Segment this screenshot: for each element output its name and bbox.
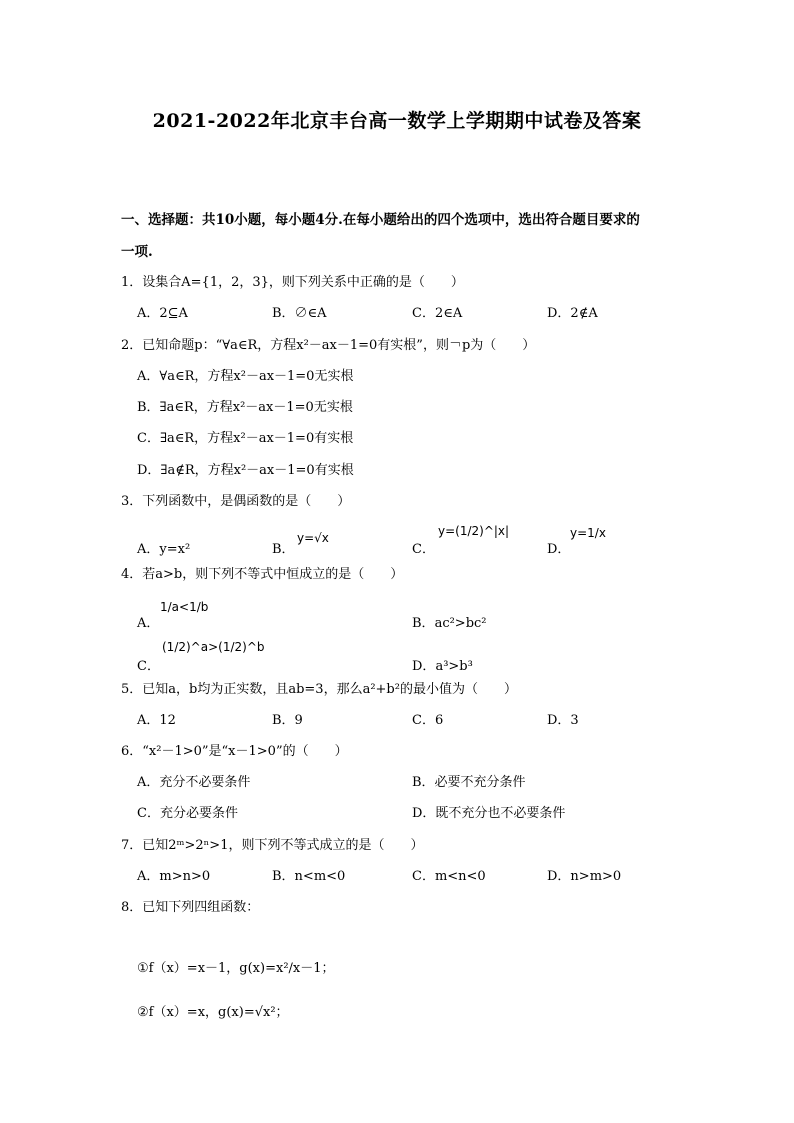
- q6-stem: 6．“x²－1>0”是“x－1>0”的（ ）: [121, 744, 348, 759]
- q2-option-c: C．∃a∈R，方程x²－ax－1=0有实根: [137, 431, 354, 446]
- q2-option-b: B．∃a∈R，方程x²－ax－1=0无实根: [137, 400, 353, 415]
- section-heading-line2: 一项.: [121, 244, 153, 260]
- q4-option-b-label: B．: [412, 616, 435, 631]
- q3-option-b-label: B．: [272, 542, 295, 557]
- q2-stem: 2．已知命题p：“∀a∈R，方程x²－ax－1=0有实根”，则￢p为（ ）: [121, 338, 536, 353]
- q3-option-a: [137, 538, 190, 557]
- q6-option-b: B．必要不充分条件: [412, 775, 526, 790]
- q6-option-c: C．充分必要条件: [137, 806, 238, 821]
- q1-option-c: C．2∈A: [412, 306, 463, 321]
- q3-stem: 3．下列函数中，是偶函数的是（ ）: [121, 494, 351, 509]
- q4-option-c-formula: (1/2)^a>(1/2)^b: [162, 640, 265, 654]
- q3-option-d-formula: y=1/x: [570, 526, 606, 540]
- q8-stem: 8．已知下列四组函数：: [121, 900, 260, 915]
- q5-option-d: D．3: [547, 713, 579, 728]
- q4-option-c-label: C．: [137, 659, 160, 674]
- q3-option-a-label: A．: [137, 542, 160, 557]
- q7-option-b: B．n<m<0: [272, 869, 346, 884]
- q5-option-a: A．12: [137, 713, 176, 728]
- q1-option-d: D．2∉A: [547, 306, 598, 321]
- q4-stem: 4．若a>b，则下列不等式中恒成立的是（ ）: [121, 567, 404, 582]
- q1-option-b: B．∅∈A: [272, 306, 327, 321]
- q7-option-d: D．n>m>0: [547, 869, 622, 884]
- q3-option-b-formula: y=√x: [297, 531, 329, 545]
- q6-option-d: D．既不充分也不必要条件: [412, 806, 566, 821]
- q2-option-d: D．∃a∉R，方程x²－ax－1=0有实根: [137, 463, 354, 478]
- document-title: 2021-2022年北京丰台高一数学上学期期中试卷及答案: [152, 110, 642, 132]
- section-heading-line1: 一、选择题：共10小题，每小题4分.在每小题给出的四个选项中，选出符合题目要求的: [121, 212, 640, 228]
- q8-item-1: ①f（x）=x－1，g(x)=x²/x－1；: [137, 961, 335, 976]
- q3-option-c-label: C．: [412, 542, 435, 557]
- q5-stem: 5．已知a，b均为正实数，且ab=3，那么a²+b²的最小值为（ ）: [121, 682, 517, 697]
- q3-option-d: [547, 538, 570, 557]
- q4-option-d: [412, 655, 473, 674]
- q4-option-b: [412, 612, 487, 631]
- q3-option-d-label: D．: [547, 542, 571, 557]
- q7-option-c: C．m<n<0: [412, 869, 486, 884]
- q1-option-a: A．2⊆A: [137, 306, 188, 321]
- q7-option-a: A．m>n>0: [137, 869, 211, 884]
- q8-item-2: ②f（x）=x，g(x)=√x²；: [137, 1005, 289, 1020]
- q4-option-b-formula: ac²>bc²: [434, 616, 487, 631]
- q4-option-a-formula: 1/a<1/b: [160, 600, 209, 614]
- q3-option-a-formula: y=x²: [159, 542, 191, 557]
- q1-stem: 1．设集合A={1，2，3}，则下列关系中正确的是（ ）: [121, 275, 464, 290]
- q6-option-a: A．充分不必要条件: [137, 775, 251, 790]
- q3-option-b: [272, 538, 295, 557]
- q5-option-c: C．6: [412, 713, 444, 728]
- q3-option-c-formula: y=(1/2)^|x|: [438, 524, 510, 538]
- q7-stem: 7．已知2ᵐ>2ⁿ>1，则下列不等式成立的是（ ）: [121, 838, 424, 853]
- q5-option-b: B．9: [272, 713, 303, 728]
- q4-option-d-formula: a³>b³: [435, 659, 473, 674]
- q4-option-d-label: D．: [412, 659, 436, 674]
- q3-option-c: [412, 538, 435, 557]
- q4-option-a-label: A．: [137, 616, 160, 631]
- q2-option-a: A．∀a∈R，方程x²－ax－1=0无实根: [137, 369, 354, 384]
